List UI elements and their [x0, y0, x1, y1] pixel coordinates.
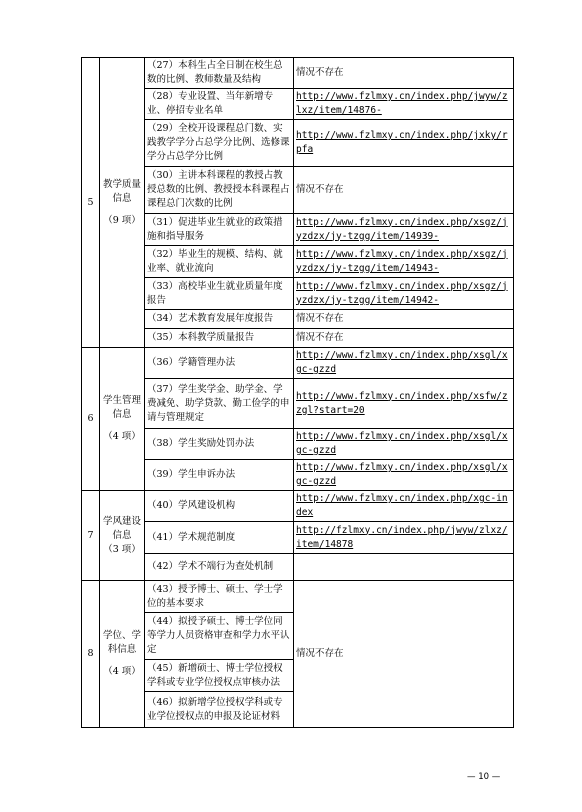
group-count: （4 项） [103, 431, 141, 442]
item-label: （45）新增硕士、博士学位授权学科或专业学位授权点审核办法 [145, 660, 294, 692]
item-label: （35）本科教学质量报告 [145, 329, 294, 348]
group-name: 学位、学科信息 [102, 630, 141, 655]
link-text[interactable]: http://www.fzlmxy.cn/index.php/jwyw/zlxz/item/14876- [296, 91, 508, 116]
item-link[interactable] [294, 491, 514, 522]
item-label: （43）授予博士、硕士、学士学位的基本要求 [145, 581, 294, 613]
item-value: 情况不存在 [294, 329, 514, 348]
item-link[interactable] [294, 120, 514, 167]
item-label: （39）学生申诉办法 [145, 460, 294, 491]
item-value: 情况不存在 [294, 167, 514, 214]
item-link[interactable] [294, 278, 514, 310]
group-category [100, 581, 145, 728]
item-link[interactable] [294, 348, 514, 379]
link-text[interactable]: http://www.fzlmxy.cn/index.php/jxky/rpfa [296, 130, 508, 155]
item-link[interactable] [294, 429, 514, 460]
item-label: （31）促进毕业生就业的政策措施和指导服务 [145, 214, 294, 246]
item-label: （33）高校毕业生就业质量年度报告 [145, 278, 294, 310]
page-number: — 10 — [467, 772, 501, 782]
item-link[interactable] [294, 246, 514, 278]
item-label: （29）全校开设课程总门数、实践教学学分占总学分比例、选修课学分占总学分比例 [145, 120, 294, 167]
item-label: （36）学籍管理办法 [145, 348, 294, 379]
item-label: （42）学术不端行为查处机制 [145, 554, 294, 581]
item-label: （30）主讲本科课程的教授占教授总数的比例、教授授本科课程占课程总门次数的比例 [145, 167, 294, 214]
link-text[interactable]: http://www.fzlmxy.cn/index.php/xsgl/xgc-gzzd [296, 350, 508, 375]
item-label: （41）学术规范制度 [145, 522, 294, 554]
group-name: 学生管理信息 [102, 395, 141, 420]
item-label: （40）学风建设机构 [145, 491, 294, 522]
group-category [100, 491, 145, 581]
item-link[interactable] [294, 379, 514, 429]
item-link[interactable] [294, 460, 514, 491]
item-value: 情况不存在 [294, 581, 514, 728]
item-label: （38）学生奖励处罚办法 [145, 429, 294, 460]
group-name: 学风建设信息 [102, 515, 141, 541]
group-number: 5 [82, 58, 100, 348]
disclosure-table [81, 57, 514, 728]
item-value [294, 554, 514, 581]
link-text[interactable]: http://fzlmxy.cn/index.php/jwyw/zlxz/item/14878 [296, 524, 508, 550]
link-text[interactable]: http://www.fzlmxy.cn/index.php/xgc-index [296, 493, 508, 518]
item-link[interactable] [294, 214, 514, 246]
link-text[interactable]: http://www.fzlmxy.cn/index.php/xsgl/xgc-gzzd [296, 431, 508, 456]
item-label: （37）学生奖学金、助学金、学费减免、助学贷款、勤工俭学的申请与管理规定 [145, 379, 294, 429]
group-number: 8 [82, 581, 100, 728]
item-label: （32）毕业生的规模、结构、就业率、就业流向 [145, 246, 294, 278]
group-category [100, 58, 145, 348]
item-label: （28）专业设置、当年新增专业、停招专业名单 [145, 89, 294, 120]
item-link[interactable] [294, 522, 514, 554]
link-text[interactable]: http://www.fzlmxy.cn/index.php/xsfw/zzgl?start=20 [296, 390, 508, 416]
link-text[interactable]: http://www.fzlmxy.cn/index.php/xsgz/jyzdzx/jy-tzgg/item/14942- [296, 280, 508, 306]
group-category [100, 348, 145, 491]
item-label: （27）本科生占全日制在校生总数的比例、教师数量及结构 [145, 58, 294, 89]
link-text[interactable]: http://www.fzlmxy.cn/index.php/xsgz/jyzdzx/jy-tzgg/item/14943- [296, 248, 508, 274]
group-count: （9 项） [103, 214, 141, 226]
item-label: （34）艺术教育发展年度报告 [145, 310, 294, 329]
item-value: 情况不存在 [294, 310, 514, 329]
group-number: 7 [82, 491, 100, 581]
item-label: （44）拟授予硕士、博士学位同等学力人员资格审查和学力水平认定 [145, 613, 294, 660]
group-number: 6 [82, 348, 100, 491]
group-count: （4 项） [103, 666, 141, 677]
item-value: 情况不存在 [294, 58, 514, 89]
link-text[interactable]: http://www.fzlmxy.cn/index.php/xsgl/xgc-gzzd [296, 462, 508, 487]
group-name: 教学质量信息 [102, 178, 141, 204]
group-count: （3 项） [103, 543, 141, 555]
item-link[interactable] [294, 89, 514, 120]
item-label: （46）拟新增学位授权学科或专业学位授权点的申报及论证材料 [145, 692, 294, 728]
link-text[interactable]: http://www.fzlmxy.cn/index.php/xsgz/jyzdzx/jy-tzgg/item/14939- [296, 216, 508, 242]
